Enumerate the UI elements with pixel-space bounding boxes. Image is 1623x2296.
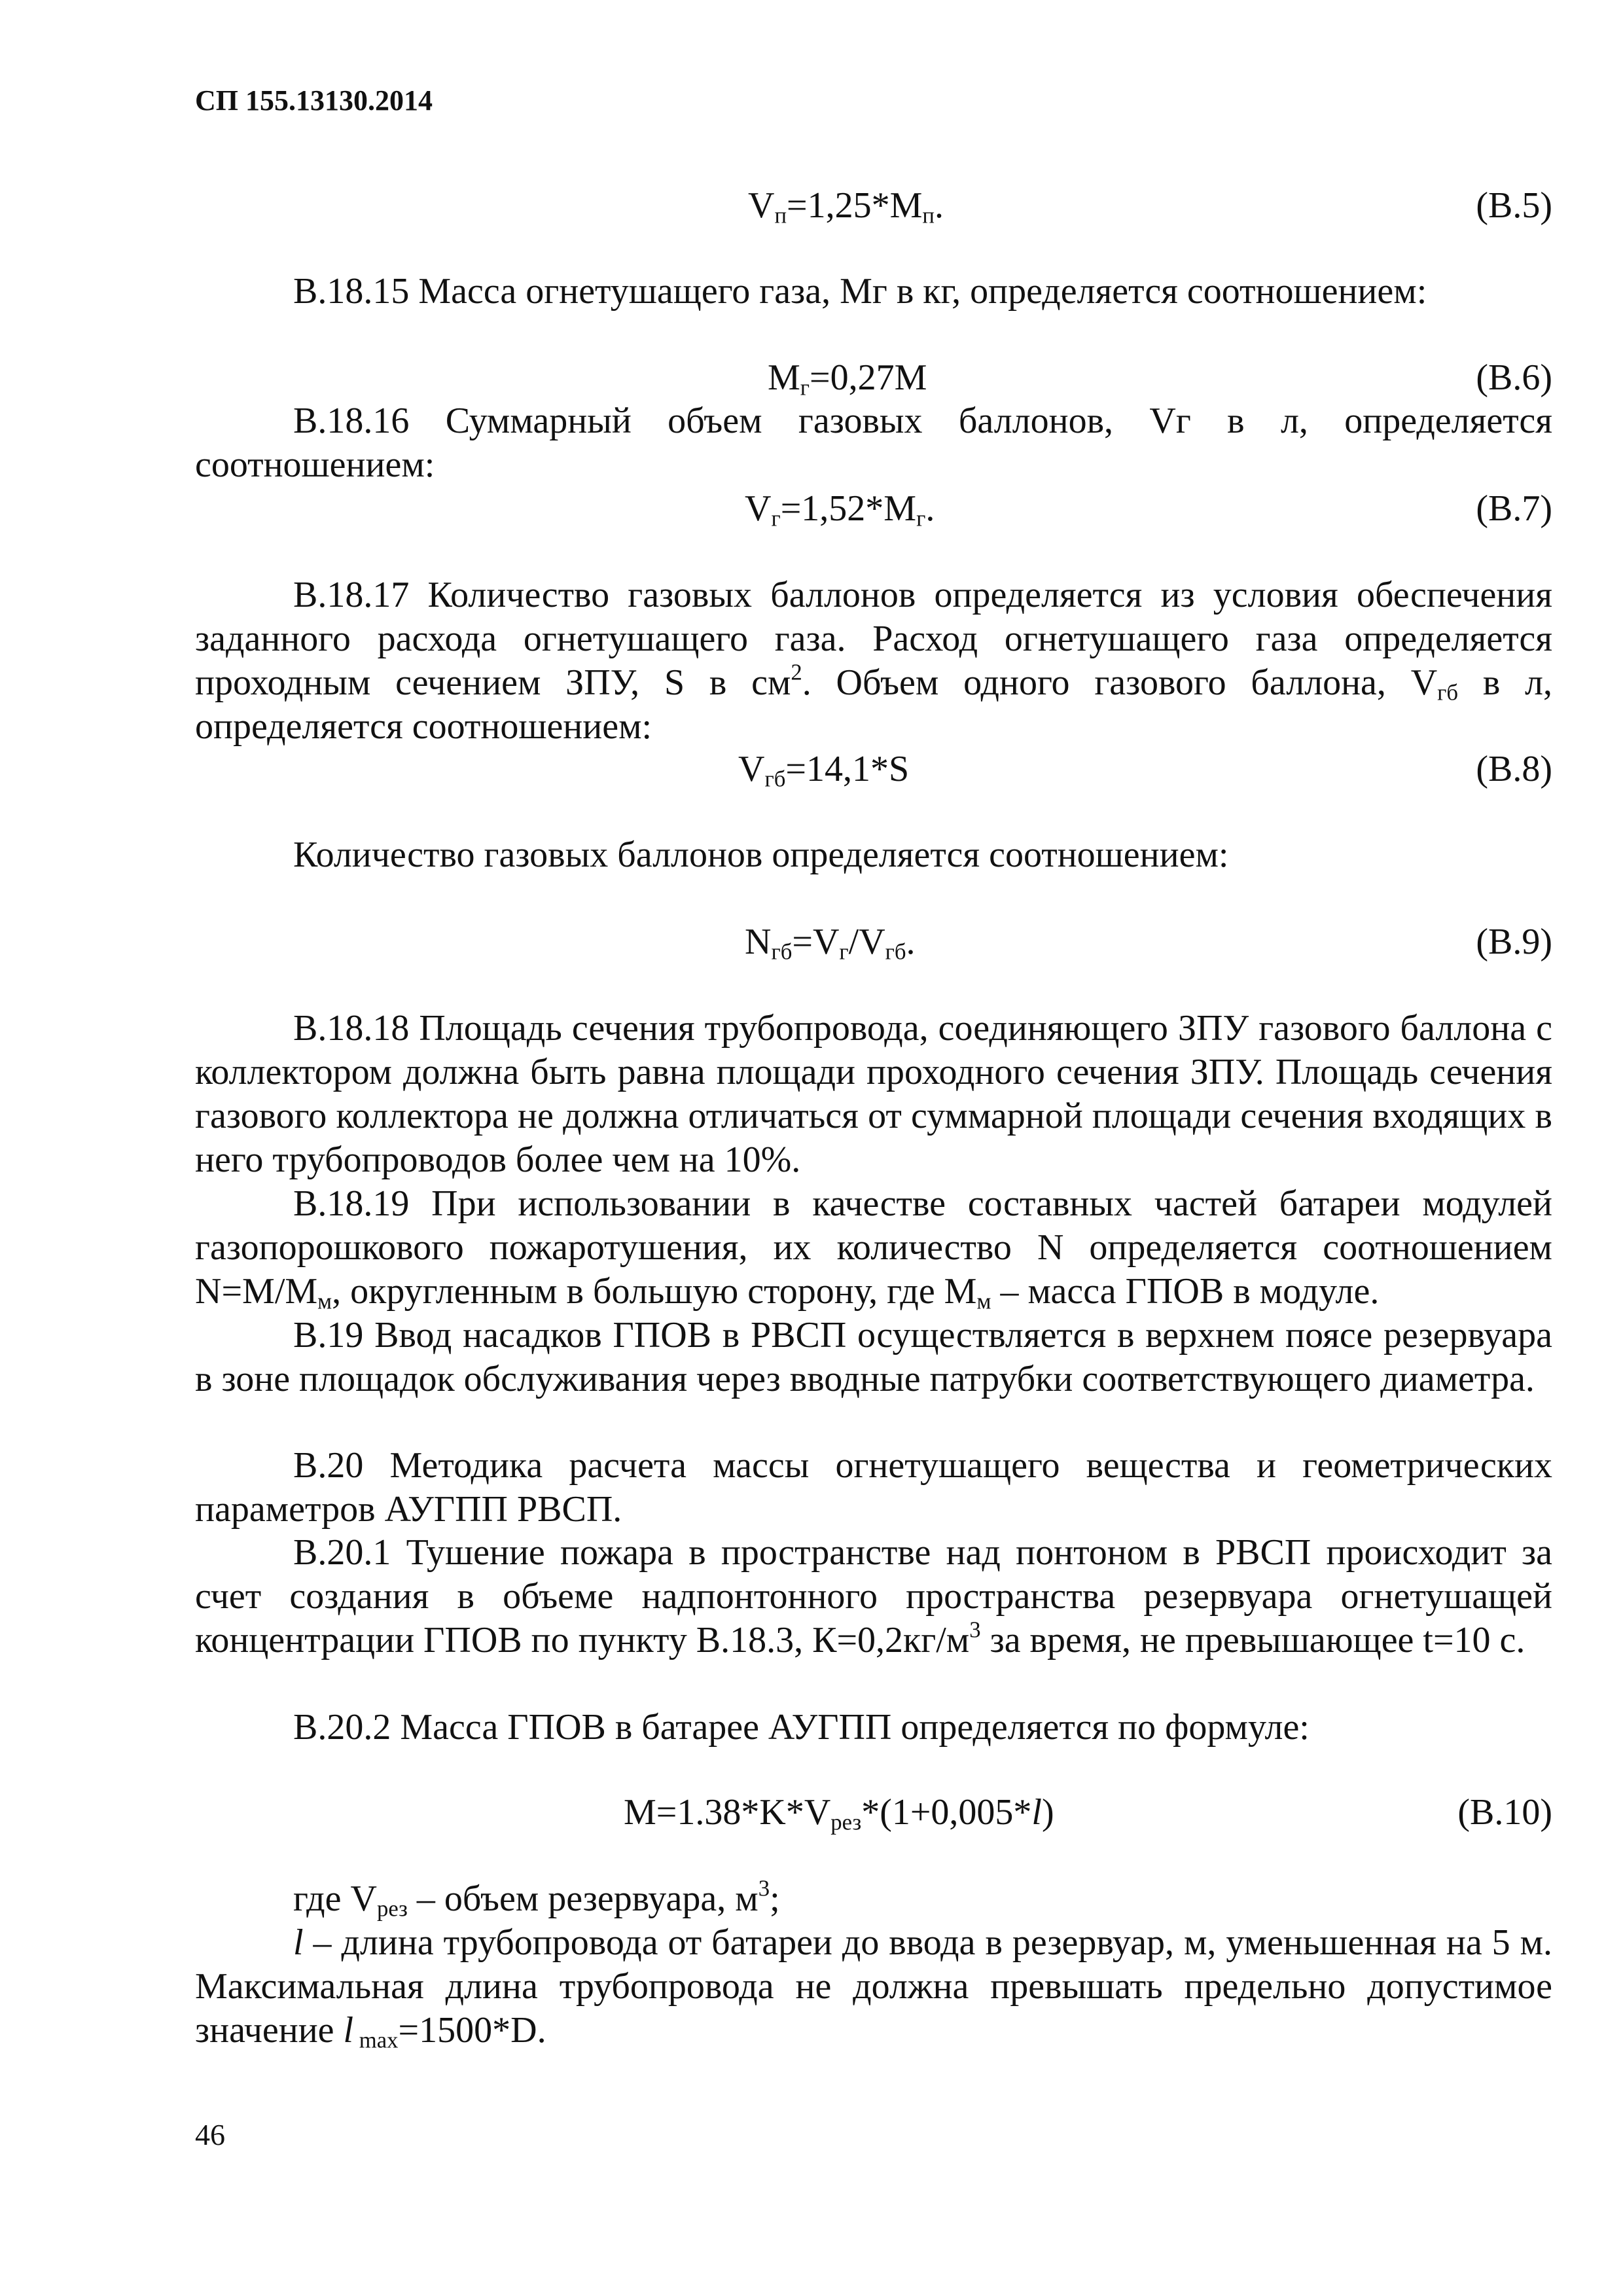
paragraph-b18-19: В.18.19 При использовании в качестве составных частей батареи модулей газопорошкового пожаротушения, их количество N определяется соотношением $N=M/M_м$, округленным в большую сторону, где $M_м$ – масса ГПОВ в модуле.: [195, 1183, 1552, 1314]
formula-b5-number: (В.5): [1476, 185, 1552, 226]
formula-b9: [195, 921, 1552, 967]
page-number: 46: [195, 2118, 225, 2151]
paragraph-balloon-count: Количество газовых баллонов определяется соотношением:: [293, 834, 1229, 875]
formula-b8-expression: $V_{гб}=14,1*S$: [738, 749, 910, 792]
formula-b10: [195, 1791, 1552, 1837]
paragraph-b18-18: В.18.18 Площадь сечения трубопровода, соединяющего ЗПУ газового баллона с коллектором должна быть равна площади проходного сечения ЗПУ. Площадь сечения газового коллектора не должна отличаться от суммарной площади сечения входящих в него трубопроводов более чем на 10%.: [195, 1008, 1552, 1180]
formula-b10-number: (В.10): [1457, 1792, 1552, 1833]
formula-b6: [195, 357, 1552, 403]
formula-b6-expression: $M_г=0,27M$: [768, 357, 927, 401]
formula-b6-number: (В.6): [1476, 357, 1552, 398]
paragraph-b18-15: В.18.15 Масса огнетушащего газа, Мг в кг, определяется соотношением:: [293, 271, 1427, 312]
paragraph-b20-1: В.20.1 Тушение пожара в пространстве над понтоном в РВСП происходит за счет создания в объеме надпонтонного пространства резервуара огнетушащей концентрации ГПОВ по пункту В.18.3, $К=0,2кг/м^3$ за время, не превышающее t=10 с.: [195, 1532, 1552, 1660]
paragraph-b19: В.19 Ввод насадков ГПОВ в РВСП осуществляется в верхнем поясе резервуара в зоне площадок обслуживания через вводные патрубки соответствующего диаметра.: [195, 1315, 1552, 1399]
formula-b10-expression: $M=1.38*K*V_{рез}*(1+0,005*l)$: [624, 1792, 1054, 1835]
document-code-header: СП 155.13130.2014: [195, 84, 433, 117]
paragraph-where-vrez: где $V_{рез}$ – объем резервуара, $м^3$;: [293, 1875, 780, 1922]
paragraph-b20-2: В.20.2 Масса ГПОВ в батарее АУГПП определяется по формуле:: [293, 1707, 1310, 1748]
formula-b7-number: (В.7): [1476, 488, 1552, 529]
formula-b9-expression: $N_{гб}=V_г/V_{гб}$.: [745, 922, 916, 965]
paragraph-b18-17: В.18.17 Количество газовых баллонов определяется из условия обеспечения заданного расхода огнетушащего газа. Расход огнетушащего газа определяется проходным сечением ЗПУ, S в $см^2$. Объем одного газового баллона, $V_{гб}$ в л, определяется соотношением:: [195, 575, 1552, 747]
formula-b7: [195, 488, 1552, 533]
formula-b7-expression: $V_г=1,52*M_г$.: [745, 488, 935, 531]
paragraph-b20: В.20 Методика расчета массы огнетушащего вещества и геометрических параметров АУГПП РВСП.: [195, 1445, 1552, 1530]
paragraph-l-definition: l – длина трубопровода от батареи до ввода в резервуар, м, уменьшенная на 5 м. Максимальная длина трубопровода не должна превышать предельно допустимое значение l $_{max}$=1500*D.: [195, 1922, 1552, 2053]
formula-b5: [195, 185, 1552, 230]
formula-b8: [195, 748, 1552, 794]
formula-b8-number: (В.8): [1476, 749, 1552, 789]
paragraph-b18-16: В.18.16 Суммарный объем газовых баллонов, Vг в л, определяется соотношением:: [195, 401, 1552, 485]
formula-b5-expression: $V_п=1,25*M_п$.: [748, 185, 944, 228]
formula-b9-number: (В.9): [1476, 922, 1552, 962]
